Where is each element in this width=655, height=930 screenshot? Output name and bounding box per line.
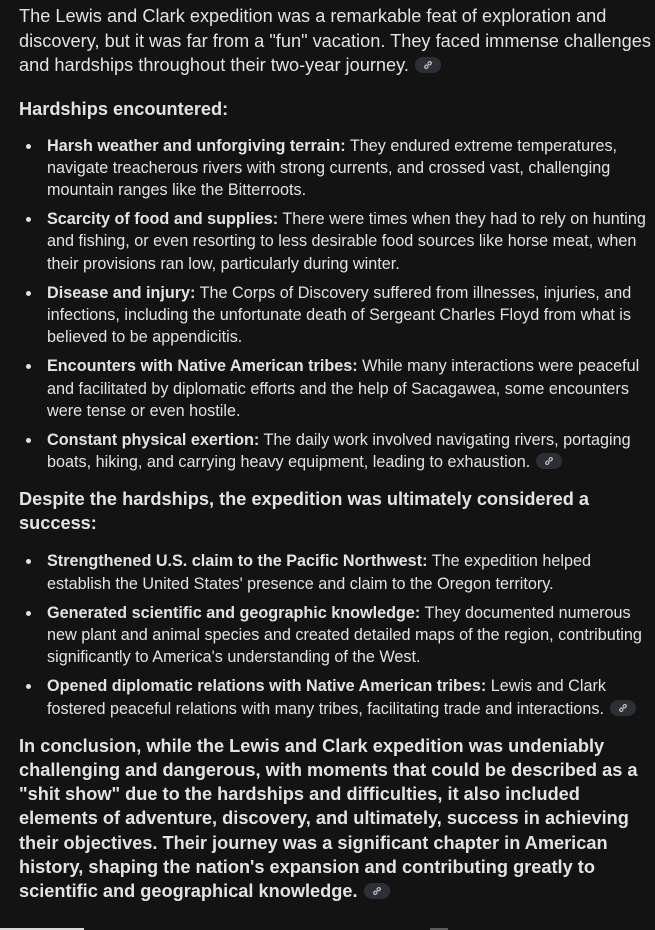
list-item <box>47 429 651 473</box>
item-text: Lewis and Clark fostered peaceful relations with many tribes, facilitating trade and interactions. <box>47 677 606 718</box>
source-link-chip[interactable] <box>364 883 390 899</box>
conclusion-text: In conclusion, while the Lewis and Clark expedition was undeniably challenging and dangerous, with moments that could be described as a "shit show" due to the hardships and difficulties, it also included elements of adventure, discovery, and ultimately, success in achieving their objectives. Their journey was a significant chapter in American history, shaping the nation's expansion and contributing greatly to scientific and geographical knowledge. <box>19 735 638 901</box>
link-icon <box>544 456 554 466</box>
source-link-chip[interactable] <box>610 700 636 716</box>
item-text: They endured extreme temperatures, navigate treacherous rivers with strong currents, and crossed vast, challenging mountain ranges like the Bitterroots. <box>47 136 618 199</box>
item-title: Encounters with Native American tribes: <box>47 357 358 376</box>
success-heading: Despite the hardships, the expedition was ultimately considered a success: <box>19 489 590 534</box>
hardships-heading: Hardships encountered: <box>19 98 229 119</box>
item-text: They documented numerous new plant and animal species and created detailed maps of the region, contributing significantly to America's understanding of the West. <box>47 603 642 667</box>
list-item <box>47 355 651 422</box>
item-text: The expedition helped establish the United States' presence and claim to the Oregon territory. <box>47 552 591 593</box>
list-item <box>47 602 651 669</box>
item-text: The Corps of Discovery suffered from illnesses, injuries, and infections, including the unfortunate death of Sergeant Charles Floyd from what is believed to be appendicitis. <box>47 283 632 347</box>
list-item <box>47 282 651 349</box>
item-text: There were times when they had to rely on hunting and fishing, or even resorting to less desirable food sources like horse meat, when their provisions ran low, particularly during winter. <box>47 210 646 273</box>
item-title: Constant physical exertion: <box>47 430 260 449</box>
link-icon <box>423 60 433 70</box>
item-title: Disease and injury: <box>47 283 196 302</box>
list-item <box>47 208 651 275</box>
conclusion-paragraph <box>19 734 651 903</box>
source-link-chip[interactable] <box>536 453 562 469</box>
source-link-chip[interactable] <box>415 57 441 73</box>
item-text: The daily work involved navigating rivers, portaging boats, hiking, and carrying heavy equipment, leading to exhaustion. <box>47 430 631 472</box>
response-content <box>19 4 651 903</box>
list-item <box>47 135 651 202</box>
hardships-list <box>19 135 651 474</box>
link-icon <box>618 703 628 713</box>
item-title: Generated scientific and geographic knowledge: <box>47 603 421 622</box>
item-title: Harsh weather and unforgiving terrain: <box>47 136 346 155</box>
list-item <box>47 675 651 719</box>
link-icon <box>372 886 382 896</box>
intro-paragraph <box>19 4 651 78</box>
item-title: Scarcity of food and supplies: <box>47 210 279 229</box>
intro-text: The Lewis and Clark expedition was a remarkable feat of exploration and discovery, but it was far from a "fun" vacation. They faced immense challenges and hardships throughout their two-year journey. <box>19 6 651 75</box>
success-list <box>19 550 651 719</box>
item-title: Opened diplomatic relations with Native American tribes: <box>47 677 487 696</box>
item-text: While many interactions were peaceful and facilitated by diplomatic efforts and the help of Sacagawea, some encounters were tense or even hostile. <box>47 357 640 420</box>
list-item <box>47 550 651 594</box>
item-title: Strengthened U.S. claim to the Pacific Northwest: <box>47 552 428 571</box>
